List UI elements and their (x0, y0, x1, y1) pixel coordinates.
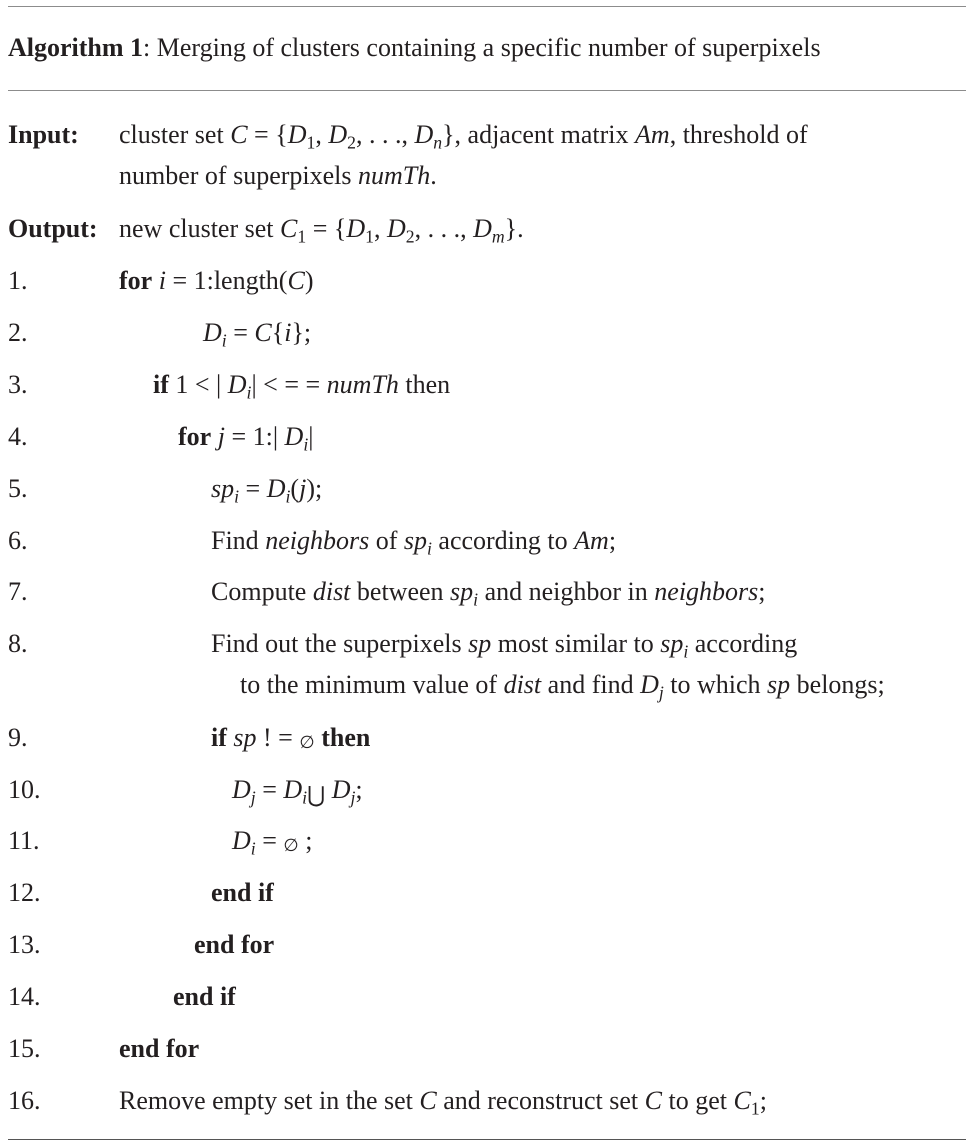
line-number: 8. (8, 629, 28, 658)
top-rule (8, 6, 966, 7)
empty-set-symbol: ∅ (299, 731, 315, 752)
line-number: 6. (8, 526, 28, 555)
empty-set-symbol: ∅ (283, 834, 299, 855)
code-line-7: Compute dist between $sp_i$ and neighbor in neighbors; (211, 577, 766, 610)
line-number: 3. (8, 370, 28, 399)
code-line-13: end for (194, 930, 275, 959)
line-number: 13. (8, 930, 41, 959)
output-text: new cluster set $C_1 = \{D_1$, $D_2$, . . ., $D_m$}. (119, 214, 524, 247)
line-number: 15. (8, 1034, 41, 1063)
algorithm-title: : Merging of clusters containing a specific number of superpixels (143, 33, 821, 62)
line-number: 5. (8, 474, 28, 503)
code-line-10: $D_j$ = $D_i⋃$ $D_j$; (232, 775, 363, 808)
code-line-11: $D_i$ = ∅ ; (232, 826, 313, 859)
caption-rule (8, 90, 966, 91)
code-line-14: end if (173, 982, 236, 1011)
algorithm-caption (8, 33, 821, 63)
line-number: 14. (8, 982, 41, 1011)
union-symbol: ⋃ (307, 782, 326, 808)
line-number: 2. (8, 318, 28, 347)
line-number: 4. (8, 422, 28, 451)
line-number: 16. (8, 1086, 41, 1115)
output-label: Output: (8, 214, 98, 243)
line-number: 9. (8, 723, 28, 752)
code-line-16: Remove empty set in the set C and reconstruct set C to get $C_1$; (119, 1086, 767, 1119)
line-number: 1. (8, 266, 28, 295)
code-line-9: if sp ! = ∅ then (211, 723, 371, 752)
code-line-5: $sp_i = D_i(j)$; (211, 474, 323, 507)
input-text: cluster set $C = \{D_1$, $D_2$, . . ., $D_n$}, adjacent matrix Am, threshold of (119, 120, 808, 153)
line-number: 7. (8, 577, 28, 606)
code-line-8: Find out the superpixels sp most similar to $sp_i$ according (211, 629, 798, 662)
input-label: Input: (8, 120, 79, 149)
code-line-8-cont: to the minimum value of dist and find $D_j$ to which sp belongs; (240, 670, 885, 703)
line-number: 10. (8, 775, 41, 804)
code-line-15: end for (119, 1034, 200, 1063)
code-line-2: $D_i = C\{i\}$; (203, 318, 312, 351)
code-line-4: for j = 1:| $D_i|$ (178, 422, 314, 455)
bottom-rule (8, 1139, 966, 1140)
line-number: 11. (8, 826, 40, 855)
code-line-3: if 1 < | $D_i|$ < = = numTh then (153, 370, 451, 403)
line-number: 12. (8, 878, 41, 907)
code-line-12: end if (211, 878, 274, 907)
input-text-line2: number of superpixels numTh. (119, 161, 437, 190)
algorithm-label: Algorithm 1 (8, 33, 144, 62)
code-line-6: Find neighbors of $sp_i$ according to Am; (211, 526, 617, 559)
code-line-1: for i = 1:length(C) (119, 266, 314, 295)
